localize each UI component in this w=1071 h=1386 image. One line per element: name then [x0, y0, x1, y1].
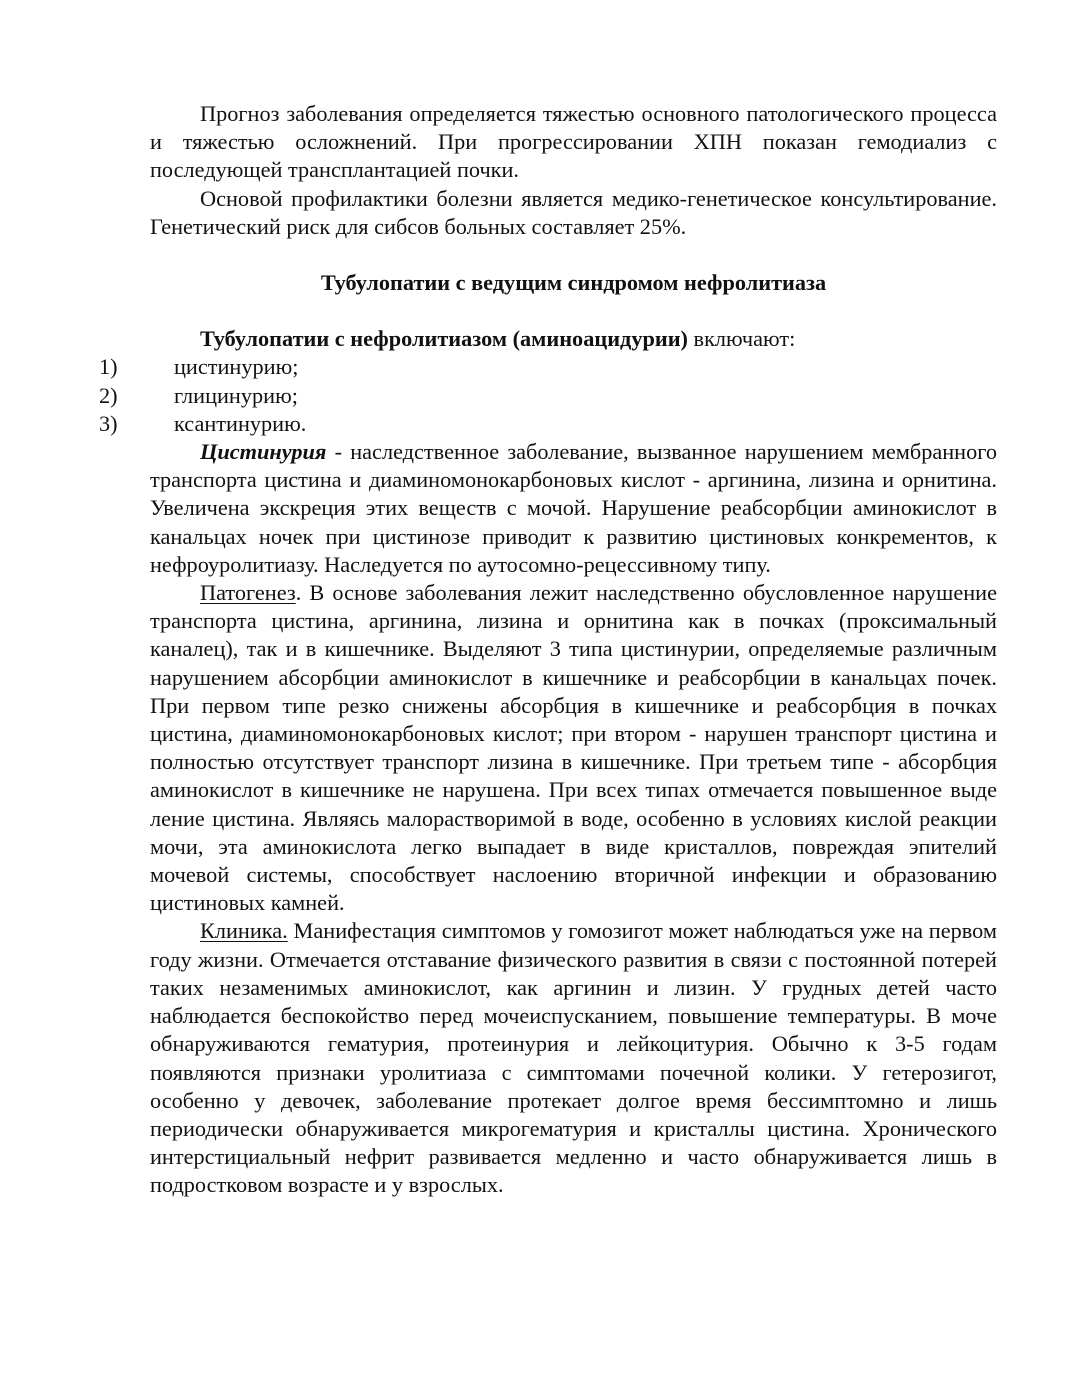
pathogenesis-paragraph [150, 579, 997, 917]
prevention-paragraph: Основой профилактики болезни является медико-генетическое консультирование. Генетический риск для сибсов больных составляет 25%. [150, 185, 997, 239]
intro-rest: включают: [687, 326, 796, 352]
section-heading: Тубулопатии с ведущим синдромом нефролитиаза [320, 270, 827, 296]
list-item-text: ксантинурию. [174, 410, 307, 436]
list-item-text: цистинурию; [174, 354, 299, 380]
list-item-number: 3) [99, 410, 118, 436]
document-page [99, 100, 997, 1200]
clinic-paragraph [150, 917, 997, 1199]
aminoaciduria-list [99, 353, 997, 438]
list-item-number: 2) [99, 382, 118, 408]
pathogenesis-label: Патогенез [200, 580, 296, 606]
intro-paragraph [150, 325, 997, 353]
cystinuria-text: - наследственное заболевание, вызванное нарушением мембранного транспорта цистина и диаминомонокарбоновых кислот - аргинина, лизина и орнитина. Увеличена экскреция этих веществ с мочой. Нарушение реабсорбции аминокислот в канальцах ночек при цистинозе приводит к развитию цистиновых конкрементов, к нефроуролитиазу. Наследуется по аутосомно-рецессивному типу. [150, 439, 997, 577]
list-item [99, 382, 997, 410]
cystinuria-term: Цистинурия [200, 439, 327, 465]
prognosis-paragraph: Прогноз заболевания определяется тяжестью основного патологического процесса и тяжестью осложнений. При прогрессировании ХПН показан гемодиализ с последующей трансплантацией почки. [150, 101, 997, 183]
intro-bold-term: Тубулопатии с нефролитиазом (аминоацидурии) [200, 326, 688, 352]
list-item [99, 353, 997, 381]
clinic-label: Клиника. [200, 918, 288, 944]
list-item-number: 1) [99, 354, 118, 380]
cystinuria-paragraph [150, 438, 997, 579]
clinic-text: Манифестация симптомов у гомозигот может наблюдаться уже на первом году жизни. Отмечается отставание физического развития в связи с постоянной потерей таких незаменимых аминокислот, как аргинин и лизин. У грудных детей часто наблюдается беспокойство перед мочеиспусканием, повышение температуры. В моче обнаруживаются гематурия, протеинурия и лейкоцитурия. Обычно к 3-5 годам появляются признаки уролитиаза с симптомами почечной колики. У гетерозигот, особенно у девочек, заболевание протекает долгое время бессимптомно и лишь периодически обнаруживается микрогематурия и кристаллы цистина. Хронического интерстициальный нефрит развивается медленно и часто обнаруживается лишь в подростковом возрасте и у взрослых. [150, 918, 997, 1198]
pathogenesis-text: . В основе заболевания лежит наследственно обусловленное нарушение транспорта цистина, аргинина, лизина и орнитина как в почках (проксимальный каналец), так и в кишечнике. Выделяют 3 типа цистинурии, определяемые различным нарушением абсорбции аминокислот в кишечнике и реабсорбции в канальцах почек. При первом типе резко снижены абсорбция в кишечнике и реабсорбция в почках цистина, диаминомонокарбоновых кислот; при втором - нарушен транспорт цистина и полностью отсутствует транспорт лизина в кишечнике. При третьем типе - абсорбция аминокислот в кишечнике не нарушена. При всех типах отмечается повышенное выде ление цистина. Являясь малорастворимой в воде, особенно в условиях кислой реакции мочи, эта аминокислота легко выпадает в виде кристаллов, повреждая эпителий мочевой системы, способствует наслоению вторичной инфекции и образованию цистиновых камней. [150, 580, 997, 916]
list-item [99, 410, 997, 438]
list-item-text: глицинурию; [174, 382, 298, 408]
